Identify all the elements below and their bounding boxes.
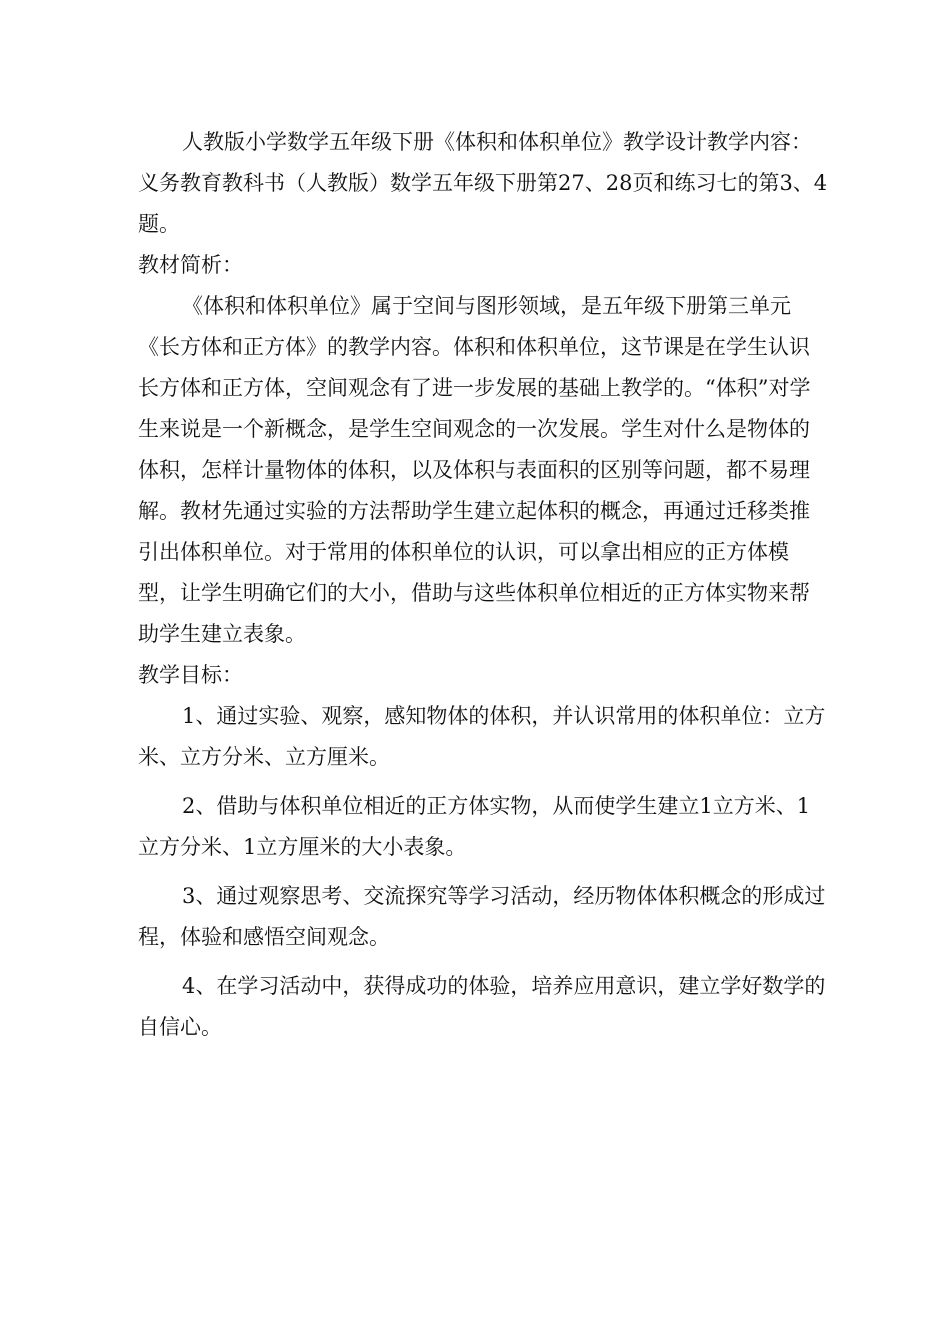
goal-item-1: 1、通过实验、观察，感知物体的体积，并认识常用的体积单位：立方米、立方分米、立方厘米。 [138,704,826,769]
goal-item-2: 2、借助与体积单位相近的正方体实物，从而使学生建立1立方米、1立方分米、1立方厘米的大小表象。 [138,794,811,859]
document-body [138,122,828,1048]
analysis-heading: 教材简析： [138,253,243,277]
goal-item-4: 4、在学习活动中，获得成功的体验，培养应用意识，建立学好数学的自信心。 [138,974,826,1039]
goal-item-3: 3、通过观察思考、交流探究等学习活动，经历物体体积概念的形成过程，体验和感悟空间观念。 [138,884,826,949]
analysis-paragraph: 《体积和体积单位》属于空间与图形领域，是五年级下册第三单元《长方体和正方体》的教学内容。体积和体积单位，这节课是在学生认识长方体和正方体，空间观念有了进一步发展的基础上教学的。“体积”对学生来说是一个新概念，是学生空间观念的一次发展。学生对什么是物体的体积，怎样计量物体的体积，以及体积与表面积的区别等问题，都不易理解。教材先通过实验的方法帮助学生建立起体积的概念，再通过迁移类推引出体积单位。对于常用的体积单位的认识，可以拿出相应的正方体模型，让学生明确它们的大小，借助与这些体积单位相近的正方体实物来帮助学生建立表象。 [138,294,811,646]
intro-paragraph: 人教版小学数学五年级下册《体积和体积单位》教学设计教学内容：义务教育教科书（人教版）数学五年级下册第27、28页和练习七的第3、4题。 [138,130,828,236]
goals-heading: 教学目标： [138,663,243,687]
